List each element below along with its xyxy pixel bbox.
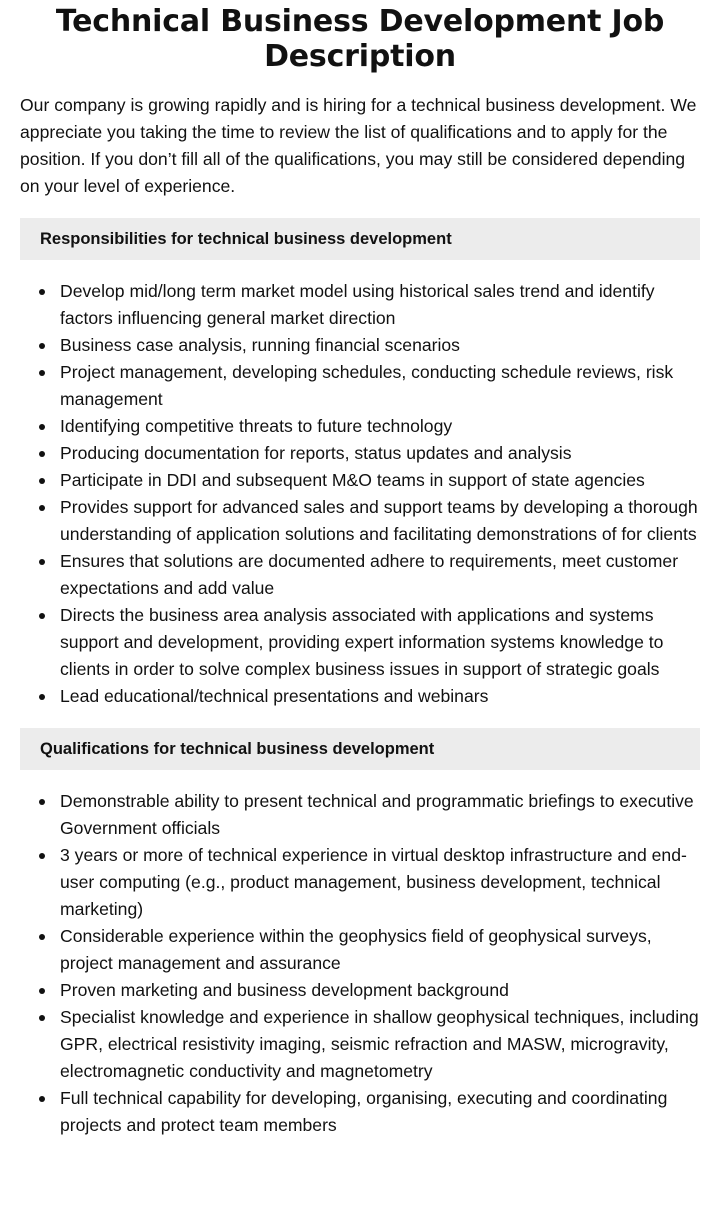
list-item: Business case analysis, running financial scenarios: [60, 332, 700, 359]
list-item: Producing documentation for reports, status updates and analysis: [60, 440, 700, 467]
list-item: Considerable experience within the geophysics field of geophysical surveys, project management and assurance: [60, 923, 700, 977]
list-item: Develop mid/long term market model using historical sales trend and identify factors influencing general market direction: [60, 278, 700, 332]
list-item: Directs the business area analysis associated with applications and systems support and development, providing expert information systems knowledge to clients in order to solve complex business issues in support of strategic goals: [60, 602, 700, 683]
list-item: Ensures that solutions are documented adhere to requirements, meet customer expectations and add value: [60, 548, 700, 602]
list-item: Project management, developing schedules, conducting schedule reviews, risk management: [60, 359, 700, 413]
list-item: Lead educational/technical presentations and webinars: [60, 683, 700, 710]
page-title: Technical Business Development Job Description: [55, 4, 665, 74]
list-item: Full technical capability for developing, organising, executing and coordinating projects and protect team members: [60, 1085, 700, 1139]
job-description-page: [0, 4, 720, 1139]
list-item: Demonstrable ability to present technical and programmatic briefings to executive Government officials: [60, 788, 700, 842]
responsibilities-list: [20, 278, 700, 710]
responsibilities-heading: Responsibilities for technical business development: [20, 218, 700, 260]
list-item: 3 years or more of technical experience in virtual desktop infrastructure and end-user computing (e.g., product management, business development, technical marketing): [60, 842, 700, 923]
qualifications-list: [20, 788, 700, 1139]
intro-paragraph: Our company is growing rapidly and is hiring for a technical business development. We appreciate you taking the time to review the list of qualifications and to apply for the position. If you don’t fill all of the qualifications, you may still be considered depending on your level of experience.: [20, 95, 697, 196]
list-item: Proven marketing and business development background: [60, 977, 700, 1004]
list-item: Provides support for advanced sales and support teams by developing a thorough understanding of application solutions and facilitating demonstrations of for clients: [60, 494, 700, 548]
list-item: Identifying competitive threats to future technology: [60, 413, 700, 440]
qualifications-heading: Qualifications for technical business development: [20, 728, 700, 770]
list-item: Participate in DDI and subsequent M&O teams in support of state agencies: [60, 467, 700, 494]
list-item: Specialist knowledge and experience in shallow geophysical techniques, including GPR, electrical resistivity imaging, seismic refraction and MASW, microgravity, electromagnetic conductivity and magnetometry: [60, 1004, 700, 1085]
